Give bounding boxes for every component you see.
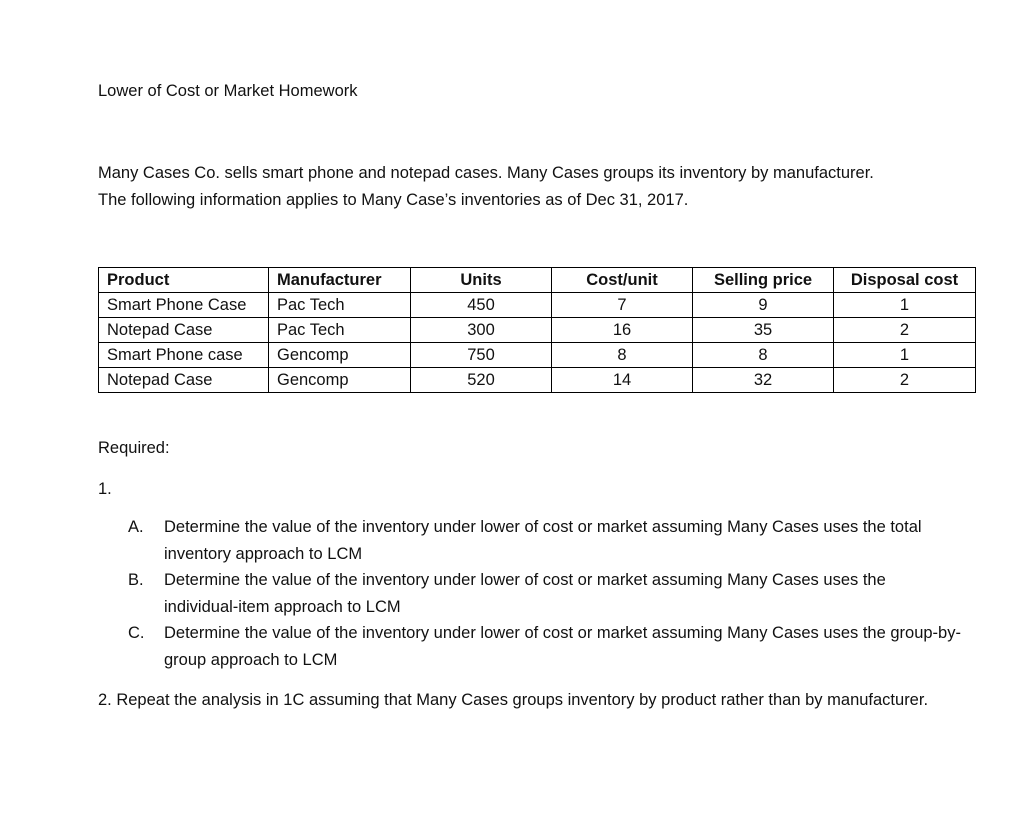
cell-cost-per-unit: 14 <box>552 368 693 393</box>
cell-units: 750 <box>411 343 552 368</box>
table-header-row <box>99 268 976 293</box>
header-manufacturer: Manufacturer <box>269 268 411 293</box>
document-title: Lower of Cost or Market Homework <box>98 82 358 100</box>
header-disposal-cost: Disposal cost <box>834 268 976 293</box>
inventory-table <box>98 267 976 393</box>
header-cost-per-unit: Cost/unit <box>552 268 693 293</box>
required-label: Required: <box>98 439 170 457</box>
cell-selling-price: 35 <box>693 318 834 343</box>
cell-product: Notepad Case <box>99 318 269 343</box>
question-1-number: 1. <box>98 480 112 498</box>
cell-selling-price: 32 <box>693 368 834 393</box>
cell-manufacturer: Gencomp <box>269 368 411 393</box>
cell-selling-price: 8 <box>693 343 834 368</box>
cell-units: 300 <box>411 318 552 343</box>
table-row <box>99 368 976 393</box>
question-2: 2. Repeat the analysis in 1C assuming that Many Cases groups inventory by product rather than by manufacturer. <box>98 691 929 709</box>
intro-line-1: Many Cases Co. sells smart phone and notepad cases. Many Cases groups its inventory by manufacturer. <box>98 164 874 182</box>
cell-units: 450 <box>411 293 552 318</box>
header-product: Product <box>99 268 269 293</box>
cell-manufacturer: Pac Tech <box>269 293 411 318</box>
header-selling-price: Selling price <box>693 268 834 293</box>
cell-cost-per-unit: 16 <box>552 318 693 343</box>
cell-disposal-cost: 1 <box>834 293 976 318</box>
cell-disposal-cost: 2 <box>834 318 976 343</box>
cell-product: Smart Phone Case <box>99 293 269 318</box>
table-row <box>99 318 976 343</box>
intro-line-2: The following information applies to Many Case’s inventories as of Dec 31, 2017. <box>98 191 689 209</box>
intro-paragraph <box>98 160 978 214</box>
header-units: Units <box>411 268 552 293</box>
cell-selling-price: 9 <box>693 293 834 318</box>
cell-product: Smart Phone case <box>99 343 269 368</box>
cell-cost-per-unit: 8 <box>552 343 693 368</box>
question-1a-letter: A. <box>128 518 144 536</box>
cell-product: Notepad Case <box>99 368 269 393</box>
question-1c-text: Determine the value of the inventory under lower of cost or market assuming Many Cases uses the group-by-group approach to LCM <box>164 624 961 669</box>
cell-manufacturer: Gencomp <box>269 343 411 368</box>
cell-manufacturer: Pac Tech <box>269 318 411 343</box>
question-1b-text: Determine the value of the inventory under lower of cost or market assuming Many Cases uses the individual-item approach to LCM <box>164 571 886 616</box>
question-1a-text: Determine the value of the inventory under lower of cost or market assuming Many Cases uses the total inventory approach to LCM <box>164 518 922 563</box>
question-1c-letter: C. <box>128 624 145 642</box>
cell-disposal-cost: 1 <box>834 343 976 368</box>
table-row <box>99 293 976 318</box>
cell-units: 520 <box>411 368 552 393</box>
cell-cost-per-unit: 7 <box>552 293 693 318</box>
table-row <box>99 343 976 368</box>
cell-disposal-cost: 2 <box>834 368 976 393</box>
question-1b-letter: B. <box>128 571 144 589</box>
